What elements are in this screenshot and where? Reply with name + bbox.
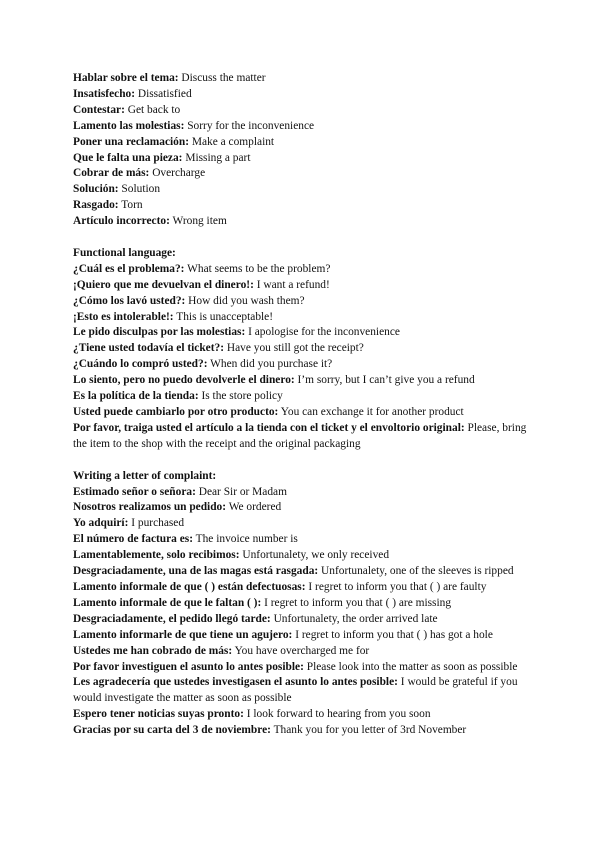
phrase-en: When did you purchase it? — [207, 358, 333, 371]
phrase-en: Thank you for you letter of 3rd November — [270, 724, 467, 737]
phrase-entry — [73, 532, 533, 548]
phrase-entry — [73, 675, 533, 707]
vocab-entry — [73, 151, 533, 167]
phrase-en: Have you still got the receipt? — [224, 342, 364, 355]
phrase-entry — [73, 644, 533, 660]
phrase-es: Por favor investiguen el asunto lo antes posible: — [73, 660, 304, 673]
term-es: Hablar sobre el tema: — [73, 72, 179, 84]
phrase-entry — [73, 373, 533, 389]
phrase-en: Please, bring the item to the shop with the receipt and the original packaging — [73, 421, 527, 450]
document-page — [73, 71, 533, 739]
phrase-es: Es la política de la tienda: — [73, 390, 199, 403]
phrase-es: Lamento informale de que le faltan ( ): — [73, 596, 262, 609]
vocab-entry — [73, 119, 533, 135]
phrase-es: Les agradecería que ustedes investigasen el asunto lo antes posible: — [73, 676, 398, 689]
functional-language-section — [73, 246, 533, 453]
term-es: Rasgado: — [73, 199, 119, 212]
section-spacer — [73, 453, 533, 469]
phrase-entry — [73, 325, 533, 341]
phrase-es: ¡Quiero que me devuelvan el dinero!: — [73, 278, 254, 291]
term-en: Overcharge — [149, 167, 206, 180]
section-heading: Functional language: — [73, 246, 176, 259]
phrase-en: The invoice number is — [193, 533, 298, 546]
phrase-entry — [73, 596, 533, 612]
phrase-en: This is unacceptable! — [173, 310, 274, 323]
term-es: Insatisfecho: — [73, 87, 136, 100]
phrase-entry — [73, 405, 533, 421]
phrase-es: Lamentablemente, solo recibimos: — [73, 549, 240, 562]
phrase-en: Please look into the matter as soon as possible — [303, 660, 518, 673]
phrase-en: Unfortunalety, we only received — [239, 549, 390, 562]
term-es: Que le falta una pieza: — [73, 151, 183, 164]
phrase-es: Nosotros realizamos un pedido: — [73, 501, 227, 514]
phrase-es: Estimado señor o señora: — [73, 485, 196, 498]
phrase-en: I’m sorry, but I can’t give you a refund — [294, 374, 475, 387]
phrase-es: El número de factura es: — [73, 533, 194, 546]
term-en: Dissatisfied — [135, 87, 192, 100]
phrase-es: Lamento informarle de que tiene un agujero: — [73, 628, 293, 641]
phrase-en: How did you wash them? — [185, 294, 305, 307]
phrase-en: I regret to inform you that ( ) are faulty — [305, 580, 487, 593]
phrase-en: I apologise for the inconvenience — [245, 326, 400, 339]
phrase-entry — [73, 310, 533, 326]
phrase-en: Unfortunalety, one of the sleeves is ripped — [318, 565, 514, 578]
phrase-es: Yo adquirí: — [73, 517, 129, 530]
letter-of-complaint-section — [73, 469, 533, 739]
term-en: Torn — [118, 199, 143, 212]
phrase-es: Le pido disculpas por las molestias: — [73, 326, 246, 339]
phrase-entry — [73, 357, 533, 373]
term-es: Lamento las molestias: — [73, 119, 185, 132]
phrase-es: ¿Cuándo lo compró usted?: — [73, 358, 208, 371]
phrase-entry — [73, 516, 533, 532]
vocabulary-section — [73, 71, 533, 230]
term-es: Artículo incorrecto: — [73, 215, 170, 228]
phrase-entry — [73, 707, 533, 723]
phrase-es: Lamento informale de que ( ) están defectuosas: — [73, 580, 306, 593]
term-es: Contestar: — [73, 103, 125, 116]
section-heading: Writing a letter of complaint: — [73, 469, 217, 482]
phrase-es: Gracias por su carta del 3 de noviembre: — [73, 724, 271, 737]
phrase-entry — [73, 294, 533, 310]
phrase-entry — [73, 723, 533, 739]
phrase-en: I want a refund! — [253, 278, 330, 291]
phrase-en: What seems to be the problem? — [184, 262, 331, 275]
phrase-en: Is the store policy — [198, 390, 283, 403]
phrase-es: Desgraciadamente, el pedido llegó tarde: — [73, 612, 271, 625]
term-en: Solution — [118, 183, 161, 196]
term-en: Make a complaint — [189, 135, 275, 148]
phrase-entry — [73, 262, 533, 278]
phrase-en: I would be grateful if you would investigate the matter as soon as possible — [73, 676, 518, 705]
phrase-entry — [73, 485, 533, 501]
vocab-entry — [73, 182, 533, 198]
phrase-es: ¡Esto es intolerable!: — [73, 310, 174, 323]
term-es: Poner una reclamación: — [73, 135, 190, 148]
term-en: Missing a part — [182, 151, 251, 164]
phrase-en: We ordered — [226, 501, 282, 514]
term-en: Sorry for the inconvenience — [184, 119, 315, 132]
phrase-entry — [73, 612, 533, 628]
phrase-en: Unfortunalety, the order arrived late — [270, 612, 438, 625]
vocab-entry — [73, 198, 533, 214]
term-en: Discuss the matter — [178, 72, 266, 84]
phrase-entry — [73, 341, 533, 357]
vocab-entry — [73, 214, 533, 230]
term-es: Cobrar de más: — [73, 167, 150, 180]
phrase-entry — [73, 548, 533, 564]
phrase-en: You have overcharged me for — [232, 644, 370, 657]
phrase-en: I purchased — [128, 517, 185, 530]
phrase-entry — [73, 660, 533, 676]
section-spacer — [73, 230, 533, 246]
phrase-en: I look forward to hearing from you soon — [243, 708, 431, 721]
phrase-es: Ustedes me han cobrado de más: — [73, 644, 233, 657]
phrase-entry — [73, 564, 533, 580]
phrase-es: Desgraciadamente, una de las magas está rasgada: — [73, 565, 319, 578]
phrase-en: You can exchange it for another product — [278, 406, 464, 419]
term-es: Solución: — [73, 183, 119, 196]
phrase-entry — [73, 278, 533, 294]
phrase-entry — [73, 389, 533, 405]
term-en: Wrong item — [169, 215, 227, 228]
vocab-entry — [73, 71, 533, 87]
phrase-en: Dear Sir or Madam — [195, 485, 287, 498]
phrase-es: Lo siento, pero no puedo devolverle el dinero: — [73, 374, 295, 387]
vocab-entry — [73, 135, 533, 151]
phrase-es: Por favor, traiga usted el artículo a la tienda con el ticket y el envoltorio original: — [73, 421, 465, 434]
phrase-en: I regret to inform you that ( ) has got a hole — [292, 628, 493, 641]
term-en: Get back to — [124, 103, 181, 116]
vocab-entry — [73, 166, 533, 182]
phrase-es: ¿Cuál es el problema?: — [73, 262, 185, 275]
phrase-entry — [73, 628, 533, 644]
phrase-en: I regret to inform you that ( ) are missing — [261, 596, 452, 609]
vocab-entry — [73, 103, 533, 119]
vocab-entry — [73, 87, 533, 103]
phrase-es: ¿Tiene usted todavía el ticket?: — [73, 342, 225, 355]
phrase-entry — [73, 580, 533, 596]
phrase-entry — [73, 421, 533, 453]
phrase-entry — [73, 500, 533, 516]
phrase-es: Usted puede cambiarlo por otro producto: — [73, 406, 279, 419]
phrase-es: ¿Cómo los lavó usted?: — [73, 294, 186, 307]
phrase-es: Espero tener noticias suyas pronto: — [73, 708, 244, 721]
